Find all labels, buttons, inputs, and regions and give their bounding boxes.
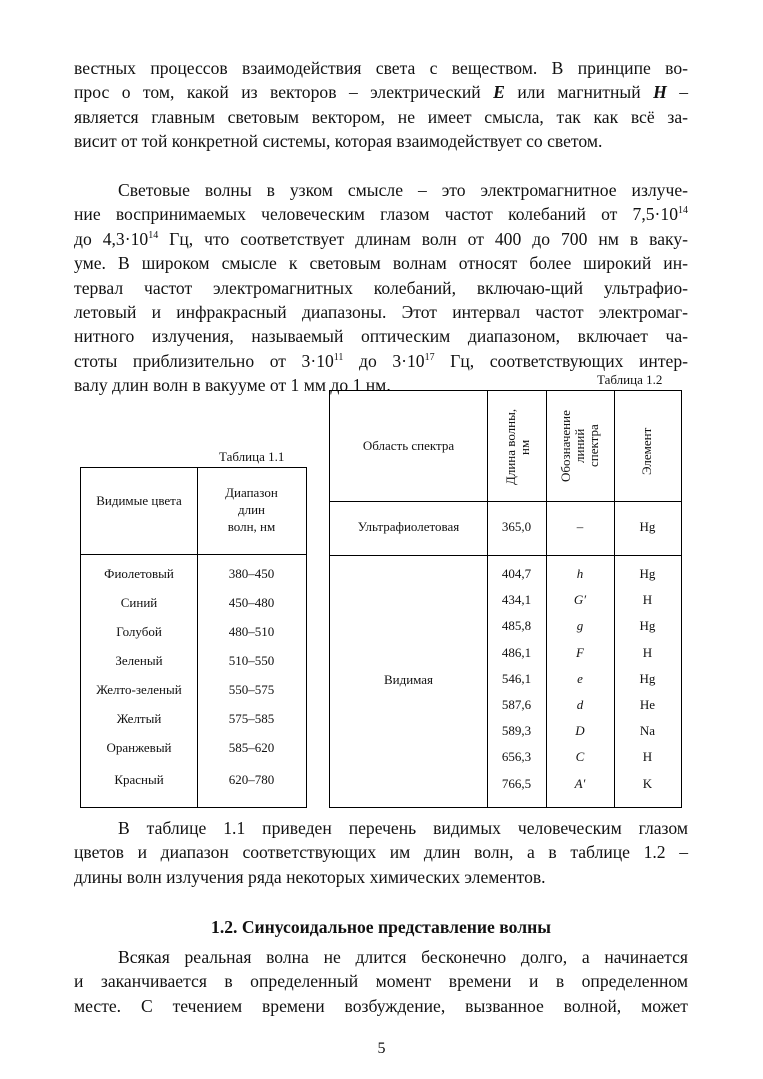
table2-wavelength-cell: 766,5 — [501, 776, 532, 791]
table2-uv-line: – — [576, 519, 584, 534]
table1-range-cell: 380–450 — [228, 566, 275, 581]
table1-color-cell: Голубой — [116, 624, 162, 639]
paragraph-line: вестных процессов взаимодействия света с веществом. В принципе во- — [74, 58, 688, 78]
table1-range-cell: 480–510 — [228, 624, 275, 639]
paragraph-4 — [74, 945, 688, 1018]
table2-wavelength-cell: 485,8 — [501, 618, 532, 633]
paragraph-line: длины волн излучения ряда некоторых химических элементов. — [74, 866, 546, 887]
table2-element-cell: H — [642, 645, 653, 660]
table2-header-region: Область спектра — [362, 438, 455, 453]
paragraph-line: ние воспринимаемых человеческим глазом частот колебаний от $7,5\cdot 10^{14}$ — [74, 204, 688, 225]
table1-range-cell: 550–575 — [228, 682, 275, 697]
table2-uv-element: Hg — [639, 519, 656, 534]
paragraph-line: летовый и инфракрасный диапазоны. Этот интервал частот электромаг- — [74, 302, 688, 323]
table2-element-cell: He — [639, 697, 656, 712]
paragraph-line: месте. С течением времени возбуждение, вызванное волной, может — [74, 995, 688, 1016]
table1-color-cell: Желтый — [116, 711, 162, 726]
table2-wavelength-cell: 486,1 — [501, 645, 532, 660]
table2-header-element: Элемент — [639, 427, 654, 475]
paragraph-line: Световые волны в узком смысле – это электромагнитное излуче- — [118, 180, 688, 200]
table1-color-cell: Красный — [114, 772, 164, 787]
table1-range-cell: 450–480 — [228, 595, 275, 610]
table2-element-cell: Hg — [639, 566, 656, 581]
table1-color-cell: Синий — [120, 595, 158, 610]
table2-wavelength-cell: 404,7 — [501, 566, 532, 581]
paragraph-line: валу длин волн в вакууме от 1 мм до 1 нм. — [74, 375, 391, 396]
table2-line-cell: D — [575, 723, 585, 738]
table-visible-colors — [80, 467, 307, 808]
paragraph-line: до $4,3\cdot 10^{14}$ Гц, что соответствует длинам волн от 400 до 700 нм в ваку- — [74, 228, 689, 249]
table-2-caption: Таблица 1.2 — [597, 372, 663, 387]
table1-color-cell: Оранжевый — [106, 740, 172, 755]
table2-line-cell: d — [576, 697, 584, 712]
paragraph-line: является главным световым вектором, не имеет смысла, так как всё за- — [74, 106, 688, 127]
table2-element-cell: K — [642, 776, 653, 791]
table2-wavelength-cell: 434,1 — [501, 592, 532, 607]
paragraph-line: тервал частот электромагнитных колебаний, включаю-щий ультрафио- — [74, 277, 688, 298]
table1-range-cell: 575–585 — [228, 711, 275, 726]
paragraph-2 — [74, 178, 688, 398]
table2-wavelength-cell: 546,1 — [501, 671, 532, 686]
paragraph-1 — [74, 56, 688, 154]
table2-element-cell: Hg — [639, 618, 656, 633]
paragraph-line: и заканчивается в определенный момент времени и в определенном — [74, 971, 688, 992]
table2-wavelength-cell: 656,3 — [501, 749, 532, 764]
table2-element-cell: Hg — [639, 671, 656, 686]
vector-e: E — [493, 82, 505, 103]
paragraph-line: висит от той конкретной системы, которая взаимодействует со светом. — [74, 131, 603, 152]
table2-element-cell: H — [642, 749, 653, 764]
table2-uv-region: Ультрафиолетовая — [357, 519, 460, 534]
table1-color-cell: Желто-зеленый — [96, 682, 182, 697]
table2-uv-wavelength: 365,0 — [501, 519, 532, 534]
paragraph-line: стоты приблизительно от $3\cdot 10^{11}$ до $3\cdot 10^{17}$ Гц, соответствующих интер- — [74, 350, 688, 371]
table1-range-cell: 620–780 — [228, 772, 275, 787]
paragraph-line: цветов и диапазон соответствующих им длин волн, а в таблице 1.2 – — [74, 842, 688, 863]
table1-header-colors: Видимые цвета — [96, 493, 182, 508]
table1-range-cell: 510–550 — [228, 653, 275, 668]
table2-line-cell: e — [577, 671, 583, 686]
table2-visible-region: Видимая — [383, 672, 434, 687]
table1-color-cell: Зеленый — [115, 653, 163, 668]
table2-line-cell: G′ — [573, 592, 587, 607]
paragraph-line: уме. В широком смысле к световым волнам относят более широкий ин- — [74, 253, 688, 274]
table2-element-cell: H — [642, 592, 653, 607]
table-1-caption: Таблица 1.1 — [219, 449, 285, 464]
table2-header-lines: Обозначение линий спектра — [558, 410, 601, 482]
vector-h: H — [653, 82, 667, 103]
table2-element-cell: Na — [639, 723, 656, 738]
table1-range-cell: 585–620 — [228, 740, 275, 755]
page-number: 5 — [377, 1040, 386, 1057]
table-spectral-lines — [329, 390, 682, 808]
table2-header-wavelength: Длина волны, нм — [503, 408, 532, 486]
table2-line-cell: C — [575, 749, 585, 764]
paragraph-line: В таблице 1.1 приведен перечень видимых человеческим глазом — [118, 818, 688, 838]
paragraph-3 — [74, 816, 688, 889]
paragraph-line: Всякая реальная волна не длится бесконечно долго, а начинается — [118, 947, 688, 967]
table2-line-cell: A′ — [574, 776, 586, 791]
table2-wavelength-cell: 587,6 — [501, 697, 532, 712]
table2-line-cell: h — [576, 566, 584, 581]
table2-line-cell: F — [576, 645, 584, 660]
paragraph-line: прос о том, какой из векторов – электрический E или магнитный H – — [74, 82, 688, 103]
section-heading: 1.2. Синусоидальное представление волны — [211, 917, 551, 937]
paragraph-line: нитного излучения, называемый оптическим диапазоном, включает ча- — [74, 326, 688, 347]
table1-header-range: Диапазон длин волн, нм — [225, 485, 278, 534]
table1-color-cell: Фиолетовый — [104, 566, 174, 581]
table2-wavelength-cell: 589,3 — [501, 723, 532, 738]
table2-line-cell: g — [576, 618, 584, 633]
